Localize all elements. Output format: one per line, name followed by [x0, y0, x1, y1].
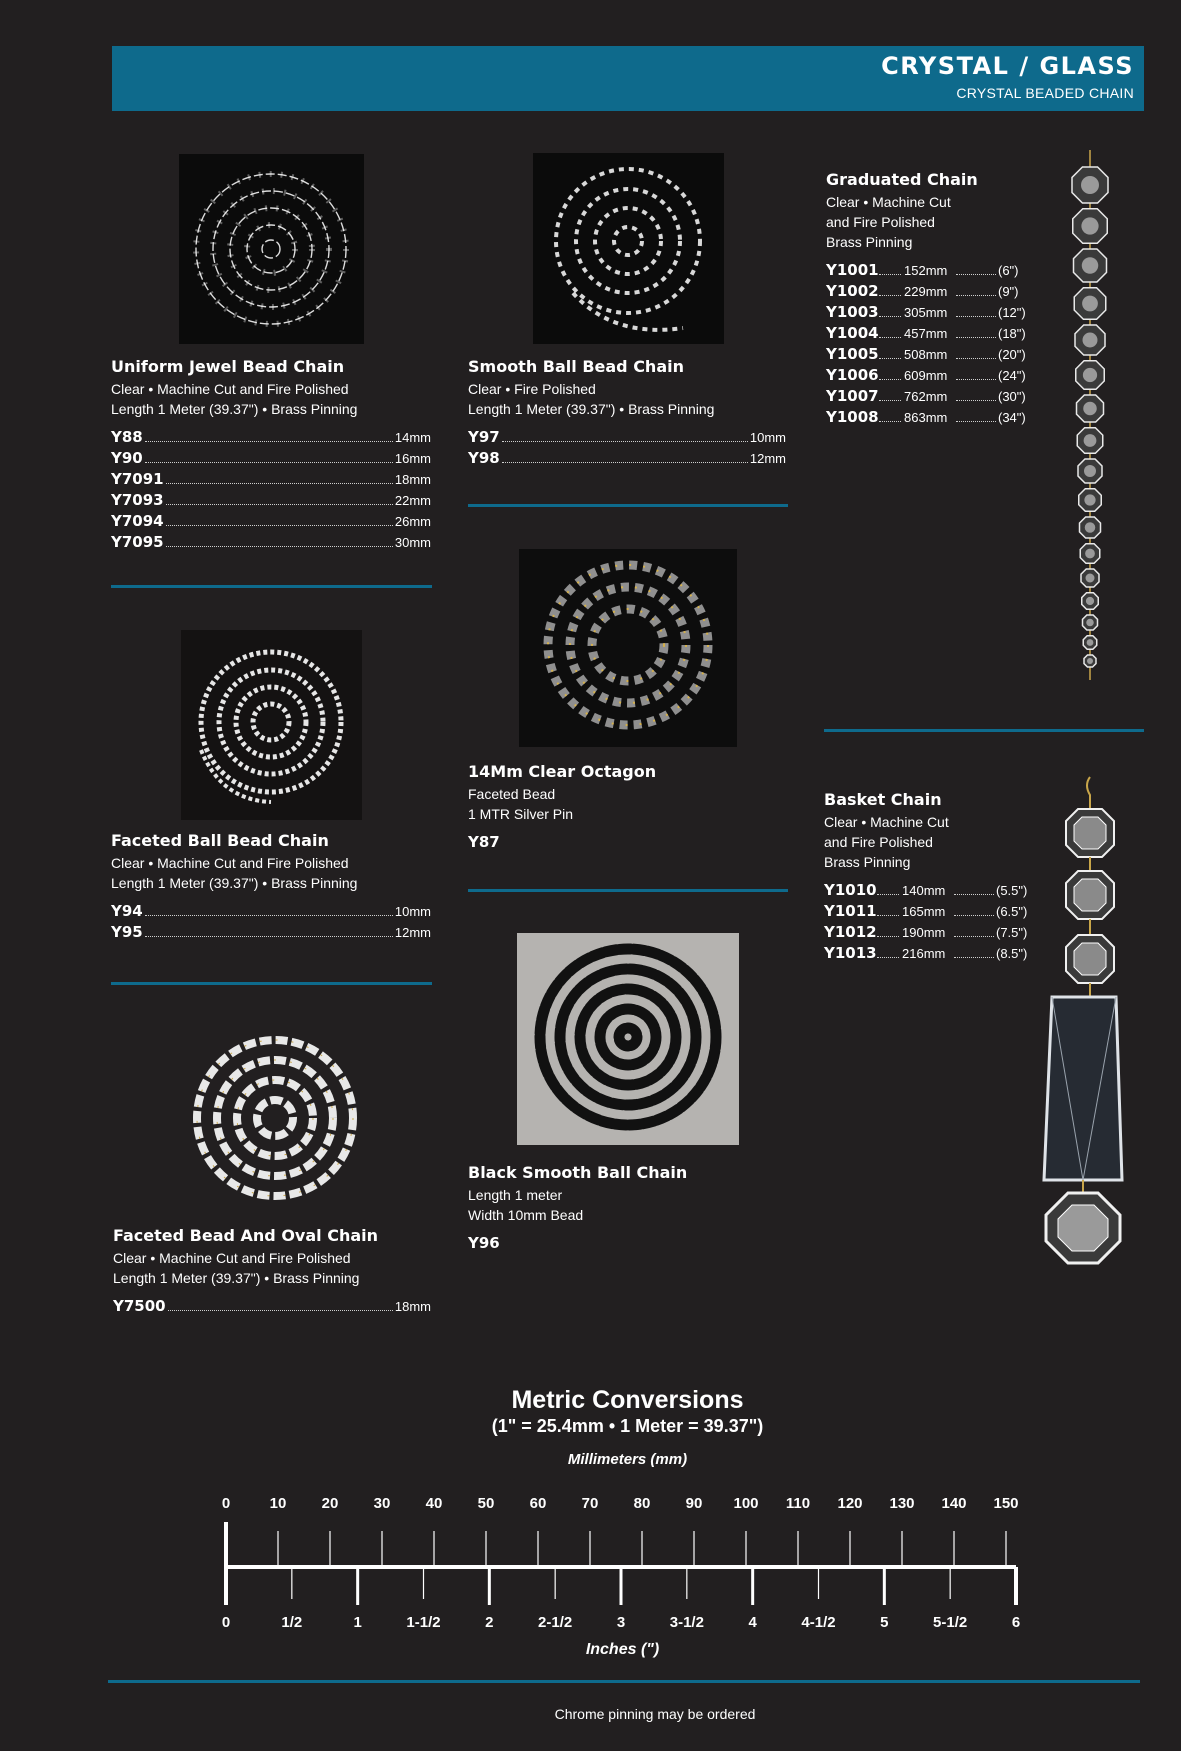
mm-tick-label: 70: [581, 1495, 599, 1512]
bead-facet: [1085, 522, 1096, 533]
product-code: Y7094: [111, 512, 164, 530]
product-desc: Length 1 Meter (39.37") • Brass Pinning: [113, 1270, 360, 1286]
product-size: 22mm: [394, 493, 431, 508]
code-row: [826, 281, 1036, 302]
product-mm: 305mm: [904, 305, 948, 320]
bead-facet: [1087, 639, 1094, 646]
code-row: [111, 511, 431, 532]
metric-title: Metric Conversions: [511, 1386, 744, 1414]
code-row: [111, 901, 431, 922]
code-row: [824, 943, 1034, 964]
product-mm: 508mm: [904, 347, 948, 362]
product-mm: 229mm: [904, 284, 948, 299]
product-code: Y7093: [111, 491, 164, 509]
product-mm: 457mm: [904, 326, 948, 341]
product-inches: (34"): [998, 410, 1026, 425]
product-size: 12mm: [394, 925, 431, 940]
mm-axis-label: Millimeters (mm): [567, 1451, 688, 1468]
product-desc: Clear • Machine Cut and Fire Polished: [113, 1250, 351, 1266]
product-desc: Width 10mm Bead: [468, 1207, 584, 1223]
inch-tick-label: 1-1/2: [406, 1614, 441, 1631]
bead-facet: [1086, 597, 1094, 605]
product-desc: and Fire Polished: [826, 214, 935, 230]
mm-tick-label: 20: [321, 1495, 339, 1512]
product-name: Faceted Bead And Oval Chain: [113, 1226, 378, 1245]
product-code: Y1012: [824, 923, 877, 941]
product-code: Y88: [111, 428, 143, 446]
product-inches: (18"): [998, 326, 1026, 341]
code-row: [826, 344, 1036, 365]
product-mm: 609mm: [904, 368, 948, 383]
mm-tick-label: 120: [837, 1495, 863, 1512]
mm-tick-label: 60: [529, 1495, 547, 1512]
code-list: [111, 427, 431, 553]
product-desc: and Fire Polished: [824, 834, 933, 850]
code-row: [826, 260, 1036, 281]
product-code: Y1002: [826, 282, 879, 300]
bead-facet: [1086, 574, 1095, 583]
product-smooth-ball: [468, 357, 786, 469]
product-inches: (6"): [998, 263, 1019, 278]
code-list: [468, 427, 786, 469]
product-inches: (6.5"): [996, 904, 1028, 919]
product-desc: Brass Pinning: [824, 854, 911, 870]
product-name: Basket Chain: [824, 790, 942, 809]
mm-tick-label: 40: [425, 1495, 443, 1512]
product-name: Smooth Ball Bead Chain: [468, 357, 684, 376]
product-size: 18mm: [394, 1299, 431, 1314]
mm-tick-label: 110: [785, 1495, 811, 1512]
product-code: Y1006: [826, 366, 879, 384]
mm-tick-label: 30: [373, 1495, 391, 1512]
mm-tick-label: 50: [477, 1495, 495, 1512]
inch-tick-label: 4: [748, 1614, 757, 1631]
inch-tick-label: 6: [1011, 1614, 1021, 1631]
product-name: Uniform Jewel Bead Chain: [111, 357, 345, 376]
header-subtitle: CRYSTAL BEADED CHAIN: [956, 85, 1134, 101]
faceted-ball-photo: [181, 630, 362, 820]
code-row: [826, 323, 1036, 344]
product-inches: (5.5"): [996, 883, 1028, 898]
product-oval-chain: [113, 1226, 431, 1317]
product-name: Graduated Chain: [826, 170, 978, 189]
bead-facet: [1084, 494, 1095, 505]
code-row: [826, 302, 1036, 323]
code-row: [111, 490, 431, 511]
product-inches: (24"): [998, 368, 1026, 383]
product-inches: (9"): [998, 284, 1019, 299]
bead-facet: [1084, 434, 1097, 447]
bead-facet: [1084, 465, 1096, 477]
product-size: 18mm: [394, 472, 431, 487]
product-desc: Length 1 Meter (39.37") • Brass Pinning: [111, 401, 358, 417]
product-name: 14Mm Clear Octagon: [468, 762, 657, 781]
bead-facet: [1082, 257, 1099, 274]
mm-tick-label: 100: [733, 1495, 759, 1512]
product-desc: 1 MTR Silver Pin: [468, 806, 574, 822]
product-desc: Clear • Machine Cut and Fire Polished: [111, 381, 349, 397]
bead-facet: [1083, 368, 1097, 382]
product-code: Y90: [111, 449, 143, 467]
conversion-ruler: [200, 1495, 1040, 1635]
product-desc: Brass Pinning: [826, 234, 913, 250]
product-code: Y1008: [826, 408, 879, 426]
code-row: [111, 427, 431, 448]
inch-axis-label: Inches ("): [585, 1641, 660, 1658]
code-list: [826, 260, 1036, 428]
divider: [468, 889, 788, 892]
code-row: [824, 880, 1034, 901]
bead-facet: [1083, 402, 1097, 416]
divider: [111, 585, 432, 588]
product-code: Y87: [468, 833, 500, 851]
bead-facet: [1082, 296, 1098, 312]
code-row: [826, 365, 1036, 386]
bead-facet: [1087, 658, 1093, 664]
code-row: [111, 532, 431, 553]
divider: [824, 729, 1144, 732]
product-mm: 863mm: [904, 410, 948, 425]
mm-tick-label: 0: [221, 1495, 231, 1512]
bead-facet: [1083, 333, 1098, 348]
product-desc: Length 1 Meter (39.37") • Brass Pinning: [468, 401, 715, 417]
product-inches: (7.5"): [996, 925, 1028, 940]
code-row: [111, 922, 431, 943]
graduated-chain-photo: [1060, 150, 1120, 685]
basket-chain-photo: [1040, 775, 1130, 1280]
header-banner: [112, 46, 1144, 111]
product-inches: (8.5"): [996, 946, 1028, 961]
product-name: Black Smooth Ball Chain: [468, 1163, 688, 1182]
product-uniform-jewel: [111, 357, 431, 553]
product-desc: Faceted Bead: [468, 786, 556, 802]
inch-tick-label: 2: [485, 1614, 494, 1631]
smooth-ball-photo: [533, 153, 724, 344]
product-inches: (20"): [998, 347, 1026, 362]
product-code: Y97: [468, 428, 500, 446]
product-size: 12mm: [749, 451, 786, 466]
code-list: [111, 901, 431, 943]
inch-tick-label: 3-1/2: [669, 1614, 704, 1631]
product-size: 16mm: [394, 451, 431, 466]
product-inches: (30"): [998, 389, 1026, 404]
header-title: CRYSTAL / GLASS: [881, 52, 1134, 80]
product-size: 10mm: [749, 430, 786, 445]
product-size: 30mm: [394, 535, 431, 550]
black-chain-photo: [517, 933, 739, 1145]
code-list: [113, 1296, 431, 1317]
product-mm: 216mm: [902, 946, 946, 961]
product-desc: Clear • Machine Cut: [826, 194, 951, 210]
inch-tick-label: 5-1/2: [933, 1614, 968, 1631]
product-desc: Clear • Machine Cut and Fire Polished: [111, 855, 349, 871]
product-mm: 190mm: [902, 925, 946, 940]
footer-note: Chrome pinning may be ordered: [554, 1706, 756, 1722]
code-row: [824, 922, 1034, 943]
product-basket-chain: [824, 790, 1034, 964]
inch-tick-label: 1: [353, 1614, 362, 1631]
code-row: [826, 407, 1036, 428]
footer-divider: [108, 1680, 1140, 1683]
divider: [111, 982, 432, 985]
code-row: [826, 386, 1036, 407]
inch-tick-label: 4-1/2: [801, 1614, 836, 1631]
mm-tick-label: 10: [269, 1495, 287, 1512]
product-size: 10mm: [394, 904, 431, 919]
inch-tick-label: 2-1/2: [538, 1614, 573, 1631]
mm-tick-label: 130: [889, 1495, 915, 1512]
code-row: [113, 1296, 431, 1317]
product-code: Y7500: [113, 1297, 166, 1315]
code-list: [468, 1233, 786, 1253]
inch-tick-label: 5: [880, 1614, 889, 1631]
product-code: Y7095: [111, 533, 164, 551]
divider: [468, 504, 788, 507]
product-code: Y1010: [824, 881, 877, 899]
product-code: Y1001: [826, 261, 879, 279]
product-code: Y1005: [826, 345, 879, 363]
bead-facet: [1081, 176, 1099, 194]
product-octagon: [468, 762, 786, 852]
code-list: [468, 832, 786, 852]
product-inches: (12"): [998, 305, 1026, 320]
product-faceted-ball: [111, 831, 431, 943]
product-code: Y1004: [826, 324, 879, 342]
product-code: Y98: [468, 449, 500, 467]
code-row: [111, 448, 431, 469]
code-row: [111, 469, 431, 490]
product-desc: Clear • Machine Cut: [824, 814, 949, 830]
code-row: [468, 448, 786, 469]
product-code: Y96: [468, 1234, 500, 1252]
product-code: Y7091: [111, 470, 164, 488]
product-mm: 140mm: [902, 883, 946, 898]
inch-tick-label: 3: [616, 1614, 626, 1631]
bead-facet: [1081, 217, 1098, 234]
product-code: Y95: [111, 923, 143, 941]
uniform-jewel-photo: [179, 154, 364, 344]
oval-chain-photo: [186, 1028, 364, 1208]
mm-tick-label: 90: [685, 1495, 703, 1512]
code-row: [468, 427, 786, 448]
product-mm: 165mm: [902, 904, 946, 919]
code-row: [468, 832, 786, 852]
product-code: Y1011: [824, 902, 877, 920]
product-mm: 762mm: [904, 389, 948, 404]
product-desc: Length 1 meter: [468, 1187, 563, 1203]
code-list: [824, 880, 1034, 964]
bead-facet: [1085, 549, 1095, 559]
inch-tick-label: 1/2: [281, 1614, 303, 1631]
product-graduated-chain: [826, 170, 1036, 428]
mm-tick-label: 80: [633, 1495, 651, 1512]
code-row: [468, 1233, 786, 1253]
product-code: Y1003: [826, 303, 879, 321]
code-row: [824, 901, 1034, 922]
metric-subtitle: (1" = 25.4mm • 1 Meter = 39.37"): [491, 1416, 764, 1436]
product-desc: Clear • Fire Polished: [468, 381, 596, 397]
product-size: 14mm: [394, 430, 431, 445]
product-code: Y1013: [824, 944, 877, 962]
product-mm: 152mm: [904, 263, 948, 278]
product-black-chain: [468, 1163, 786, 1253]
product-code: Y1007: [826, 387, 879, 405]
mm-tick-label: 150: [993, 1495, 1019, 1512]
mm-tick-label: 140: [941, 1495, 967, 1512]
octagon-photo: [519, 549, 737, 747]
product-code: Y94: [111, 902, 143, 920]
inch-tick-label: 0: [221, 1614, 231, 1631]
product-desc: Length 1 Meter (39.37") • Brass Pinning: [111, 875, 358, 891]
product-size: 26mm: [394, 514, 431, 529]
product-name: Faceted Ball Bead Chain: [111, 831, 329, 850]
bead-facet: [1086, 619, 1094, 627]
